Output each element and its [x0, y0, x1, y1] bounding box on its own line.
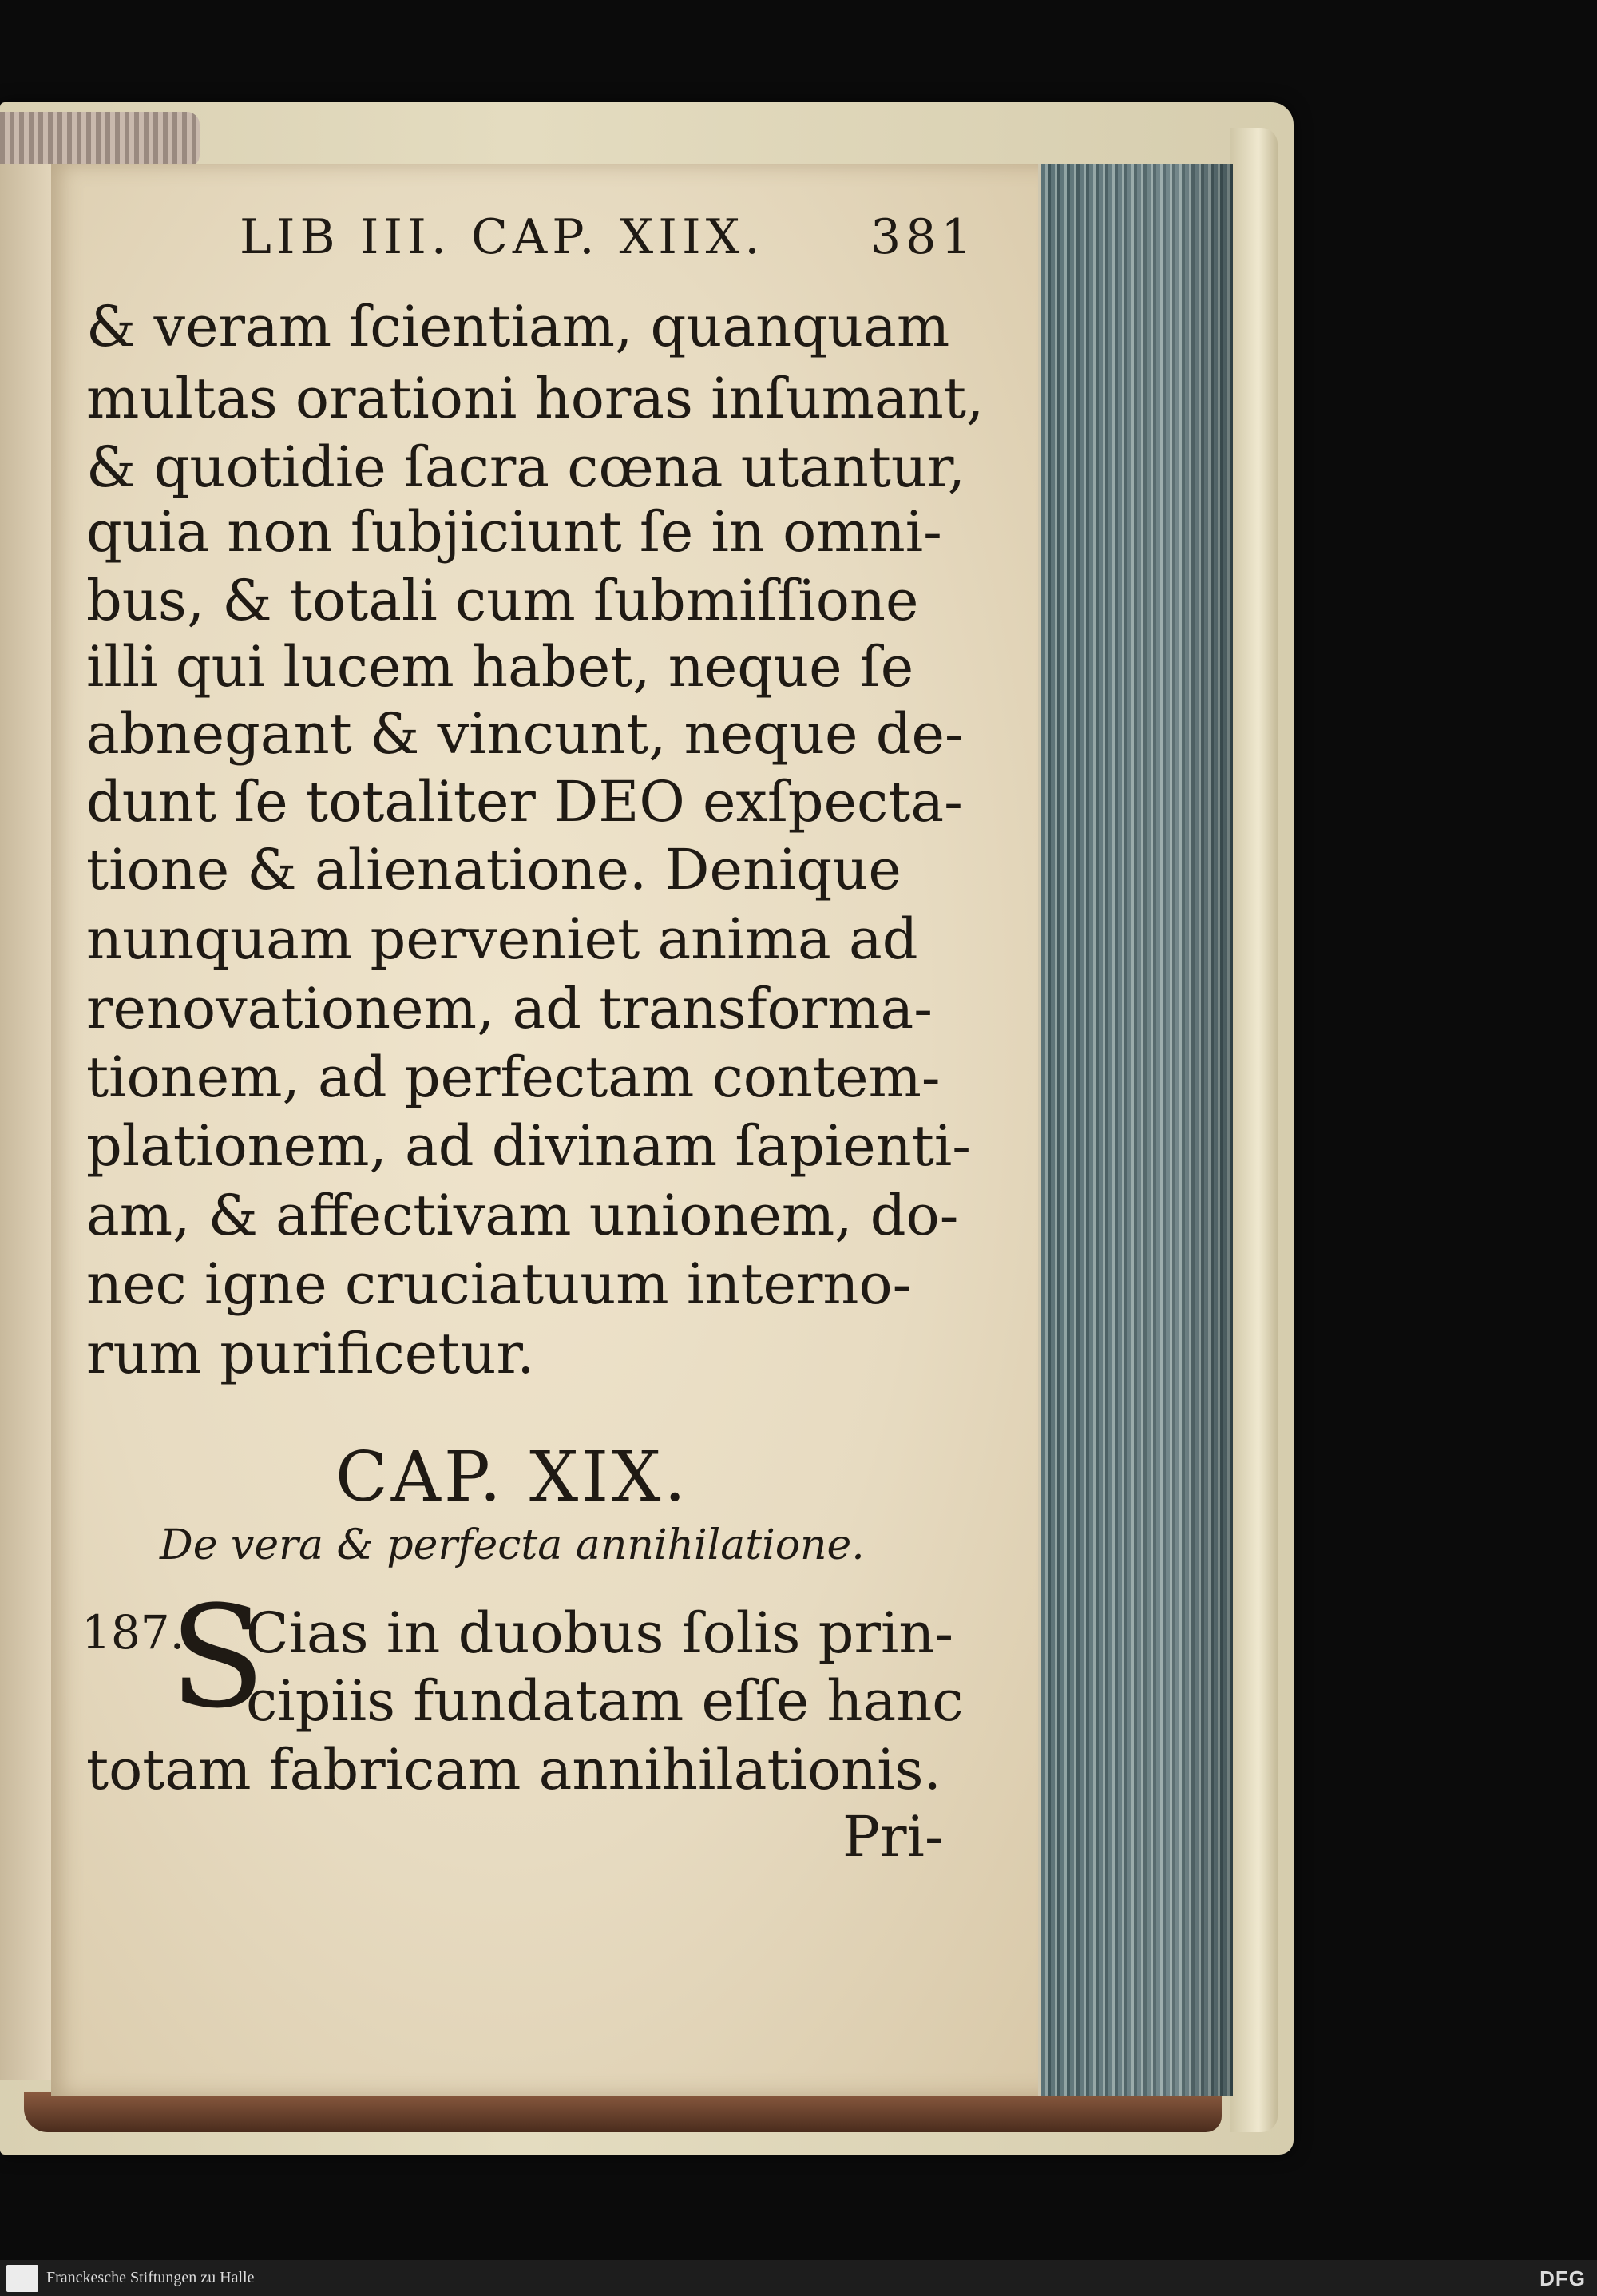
text-line: bus, & totali cum ſubmiſſione	[86, 568, 919, 633]
running-head	[240, 209, 977, 265]
text-line: cipiis fundatam eſſe hanc	[246, 1668, 964, 1734]
text-line: plationem, ad divinam ſapienti-	[86, 1113, 971, 1179]
text-line: multas orationi horas inſumant,	[86, 366, 985, 431]
text-line: abnegant & vincunt, neque de-	[86, 701, 964, 767]
back-cover	[1230, 128, 1278, 2132]
running-title: LIB III. CAP. XIIX.	[240, 209, 765, 265]
text-line: tionem, ad perfectam contem-	[86, 1045, 941, 1110]
institution-logo-icon	[6, 2265, 38, 2292]
text-line: nunquam perveniet anima ad	[86, 906, 918, 972]
chapter-subtitle: De vera & perfecta annihilatione.	[160, 1521, 865, 1569]
fore-edge	[1038, 164, 1233, 2096]
chapter-heading: CAP. XIX.	[335, 1437, 689, 1517]
institution-name: Franckesche Stiftungen zu Halle	[46, 2269, 255, 2286]
headband	[0, 112, 200, 168]
text-line: Cias in duobus ſolis prin-	[246, 1600, 954, 1666]
text-line: renovationem, ad transforma-	[86, 976, 933, 1041]
text-line: nec igne cruciatuum interno-	[86, 1251, 912, 1317]
text-line: & quotidie ſacra cœna utantur,	[86, 434, 966, 500]
funder-logo: DFG	[1540, 2266, 1586, 2290]
text-line: quia non ſubjiciunt ſe in omni-	[86, 499, 942, 565]
bottom-edge	[24, 2092, 1222, 2132]
paragraph-number: 187.	[81, 1605, 185, 1660]
left-page-edge	[0, 164, 53, 2080]
text-line: totam fabricam annihilationis.	[86, 1737, 941, 1802]
drop-cap: S	[169, 1576, 266, 1739]
page-number: 381	[870, 209, 977, 265]
text-line: illi qui lucem habet, neque ſe	[86, 634, 914, 700]
catchword: Pri-	[842, 1804, 944, 1870]
text-line: rum purificetur.	[86, 1321, 535, 1386]
text-line: & veram ſcientiam, quanquam	[86, 294, 950, 359]
text-line: tione & alienatione. Denique	[86, 837, 902, 902]
text-line: dunt ſe totaliter DEO exſpecta-	[86, 769, 963, 835]
footer-bar	[0, 2260, 1597, 2296]
text-line: am, & affectivam unionem, do-	[86, 1183, 959, 1248]
